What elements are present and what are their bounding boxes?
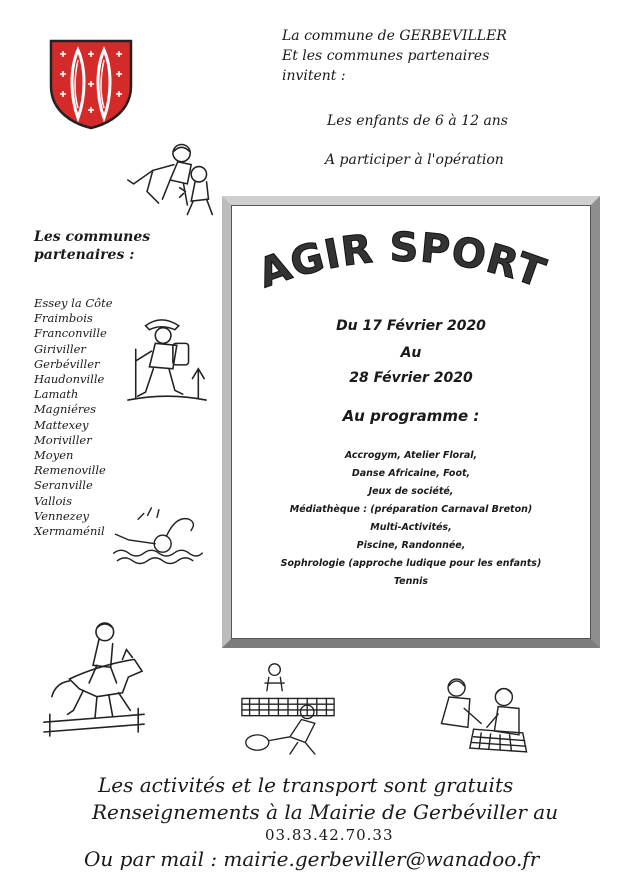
partner-commune-item: Mattexey [34,417,89,432]
partner-commune-item: Haudonville [34,372,105,387]
footer-info-notice: Renseignements à la Mairie de Gerbéviller au [92,800,559,824]
footer-email[interactable]: Ou par mail : mairie.gerbeviller@wanadoo.fr [84,847,540,871]
activity-item: Multi-Activités, [370,522,452,533]
event-title: AGIR SPORT [252,224,552,298]
header-line-partners: Et les communes partenaires [282,48,490,64]
partners-title-line2: partenaires : [34,247,135,263]
activity-item: Jeux de société, [368,486,454,497]
partner-commune-item: Franconville [34,326,107,341]
svg-text:AGIR SPORT [253,225,552,297]
tennis-illustration-icon [240,660,336,756]
program-title: Au programme : [342,407,480,425]
coat-of-arms-icon [48,38,134,130]
header-line-children: Les enfants de 6 à 12 ans [327,113,508,129]
partners-title [34,228,150,264]
partners-list [34,296,113,539]
partner-commune-item: Lamath [34,387,79,402]
partner-commune-item: Moyen [34,448,74,463]
activity-item: Tennis [393,576,429,587]
horse-jumping-illustration-icon [40,620,148,738]
activity-item: Sophrologie (approche ludique pour les enfants) [280,558,542,569]
event-date-from: Du 17 Février 2020 [336,318,486,334]
event-date-to-word: Au [400,345,422,361]
swimmer-illustration-icon [108,506,206,572]
header-line-participate: A participer à l'opération [325,152,504,168]
header-line-invite: invitent : [282,68,346,84]
partner-commune-item: Xermaménil [34,524,105,539]
event-title-art [252,224,552,298]
partner-commune-item: Gerbéviller [34,356,100,371]
partner-commune-item: Remenoville [34,463,106,478]
activity-item: Médiathèque : (préparation Carnaval Breton) [289,504,533,515]
event-date-to: 28 Février 2020 [349,370,473,386]
partner-commune-item: Vennezey [34,508,90,523]
header-line-commune: La commune de GERBEVILLER [282,28,507,44]
partner-commune-item: Fraimbois [34,311,93,326]
partner-commune-item: Vallois [34,493,72,508]
partner-commune-item: Giriviller [34,341,86,356]
footer-free-notice: Les activités et le transport sont gratuits [98,773,514,797]
partner-commune-item: Seranville [34,478,93,493]
hiker-illustration-icon [124,310,212,408]
activity-item: Piscine, Randonnée, [356,540,466,551]
activity-item: Danse Africaine, Foot, [351,468,471,479]
partner-commune-item: Moriviller [34,432,92,447]
partner-commune-item: Magniéres [34,402,97,417]
partner-commune-item: Essey la Côte [34,296,113,310]
partners-title-line1: Les communes [34,229,151,245]
activities-list [231,447,591,591]
footer-phone: 03.83.42.70.33 [265,826,394,844]
judo-illustration-icon [124,140,220,220]
activity-item: Accrogym, Atelier Floral, [344,450,478,461]
board-game-illustration-icon [432,672,536,758]
